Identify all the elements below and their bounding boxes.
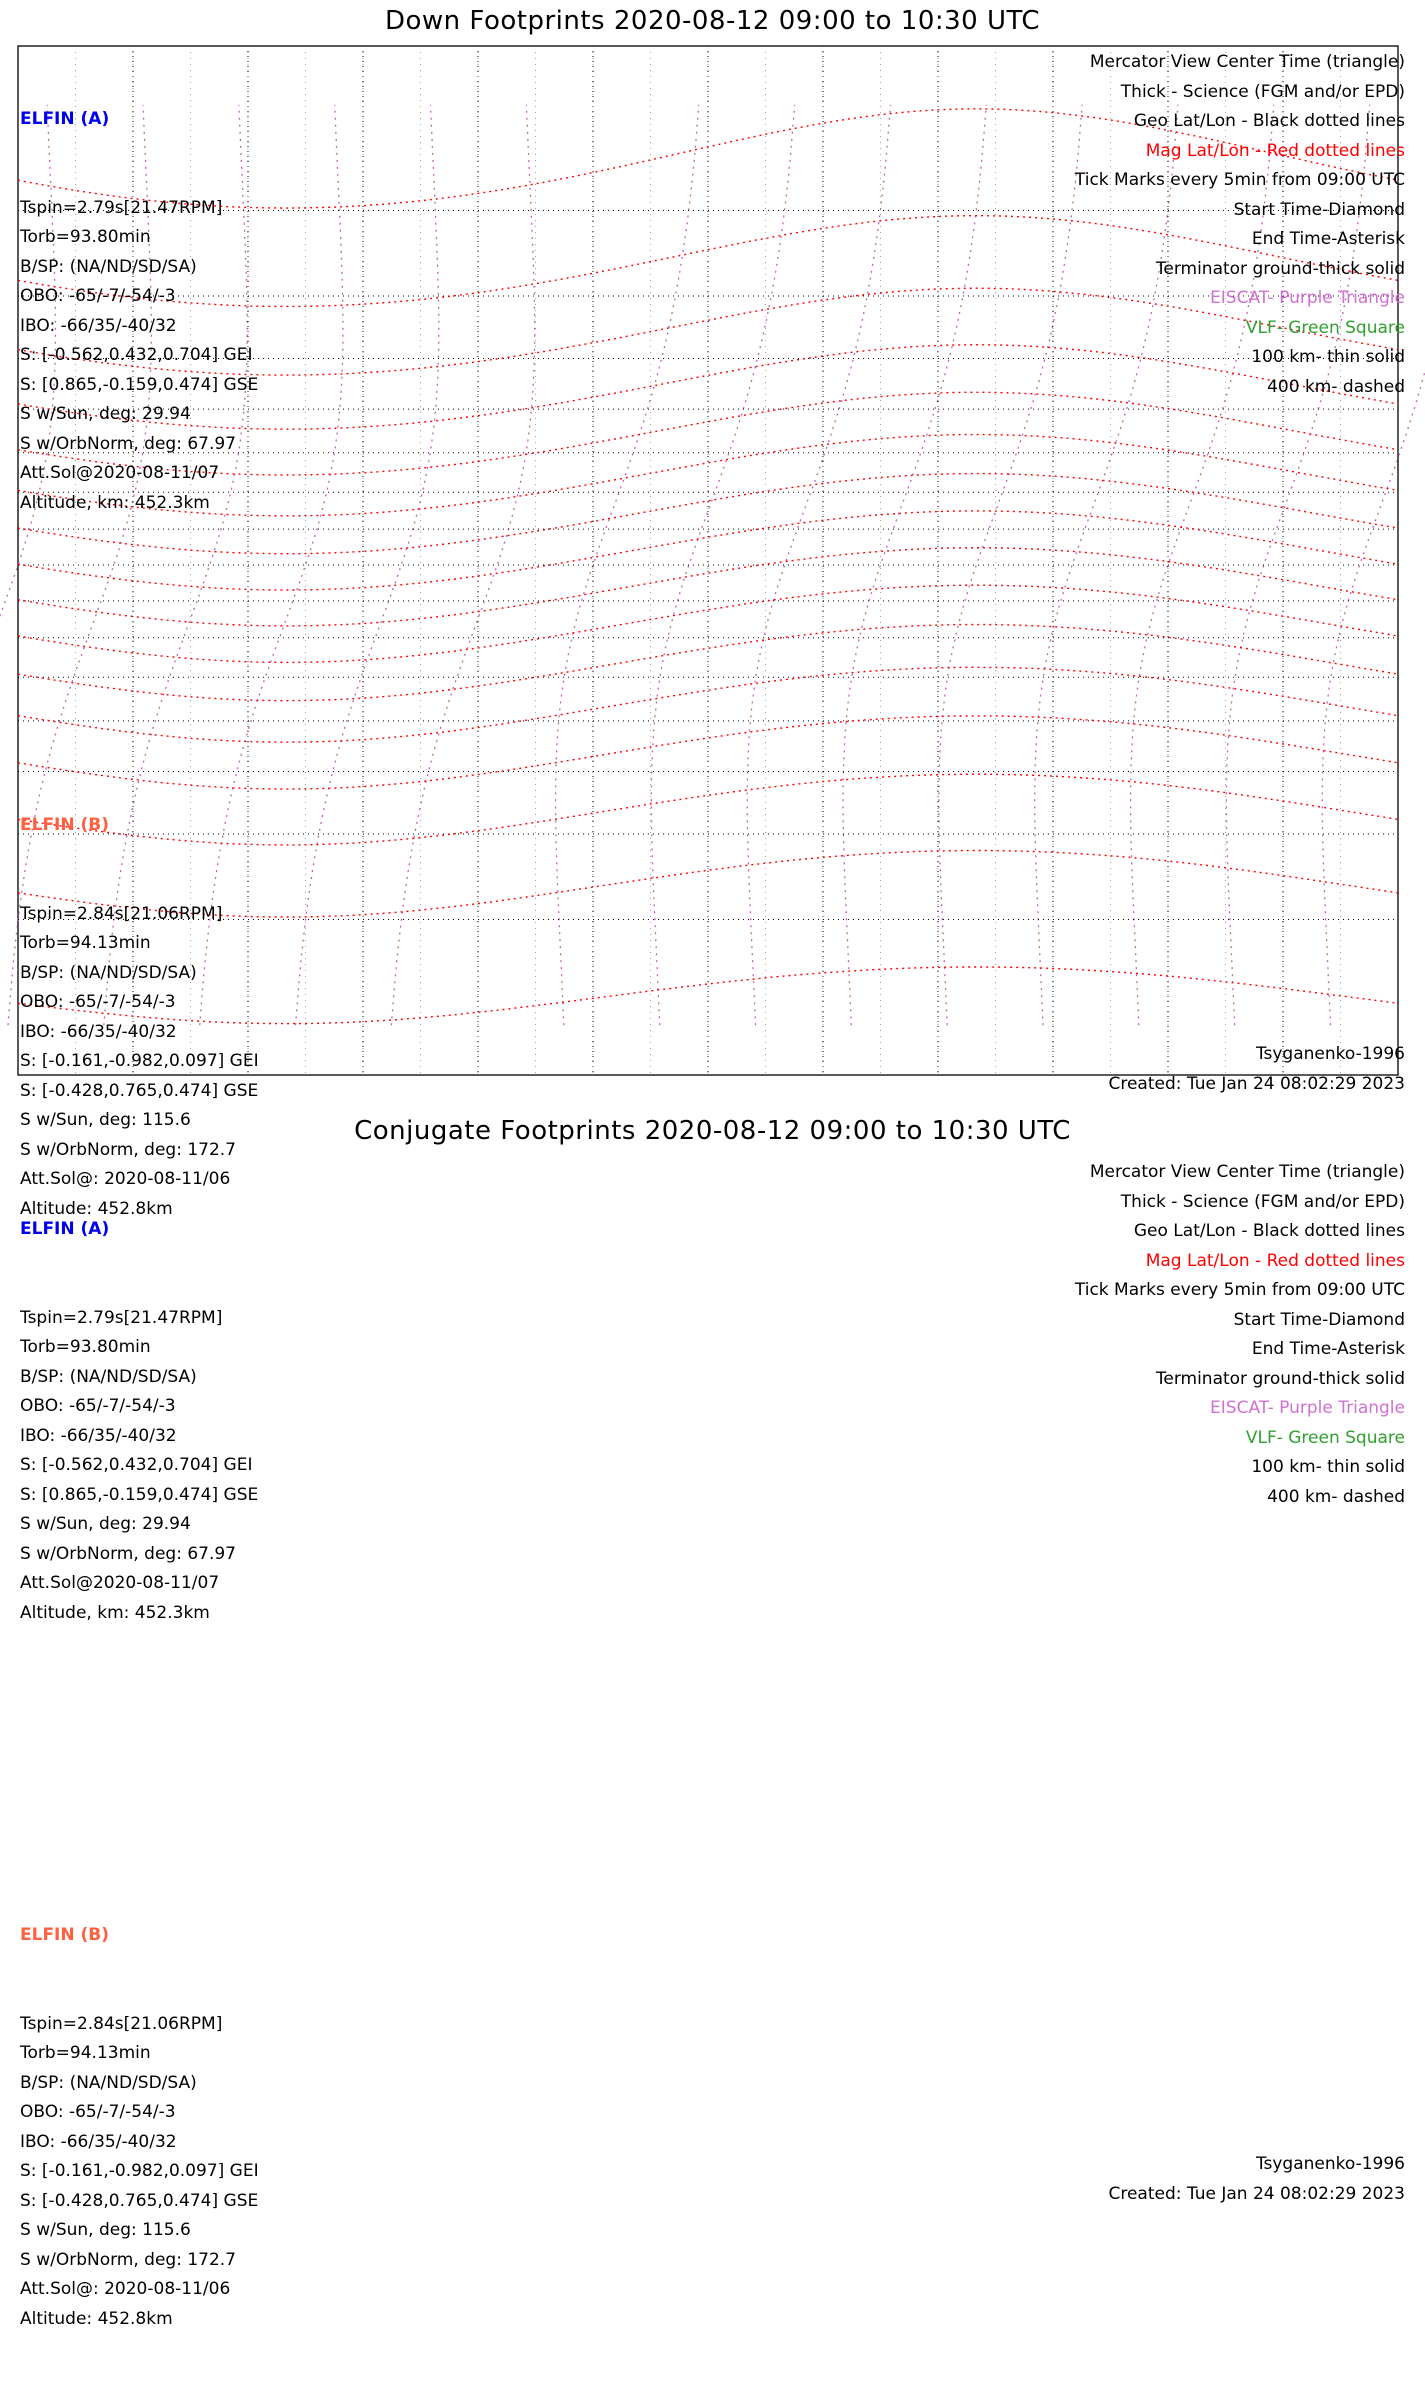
elfin-a-param-line: IBO: -66/35/-40/32 (20, 1425, 177, 1446)
mag-longitude-line (296, 105, 439, 1025)
legend-entry: 100 km- thin solid (1251, 347, 1405, 367)
legend-entry: 400 km- dashed (1267, 1486, 1405, 1507)
elfin-a-param-line: Tspin=2.79s[21.47RPM] (20, 197, 223, 218)
elfin-b-label: ELFIN (B) (20, 1925, 110, 1945)
legend-entry: Mercator View Center Time (triangle) (1089, 1162, 1405, 1182)
legend-entry: VLF- Green Square (1245, 1427, 1405, 1448)
elfin-a-param-line: S w/Sun, deg: 29.94 (20, 1514, 191, 1534)
elfin-b-param-line: IBO: -66/35/-40/32 (20, 1021, 177, 1042)
elfin-a-param-line: S w/OrbNorm, deg: 67.97 (20, 1543, 237, 1564)
legend-entry: Tick Marks every 5min from 09:00 UTC (1074, 1280, 1405, 1300)
model-name: Tsyganenko-1996 (1255, 1044, 1405, 1064)
elfin-a-param-line: S: [-0.562,0.432,0.704] GEI (20, 345, 253, 365)
legend-entry: Mercator View Center Time (triangle) (1089, 52, 1405, 72)
elfin-a-param-line: OBO: -65/-7/-54/-3 (20, 1396, 176, 1416)
elfin-a-param-line: S: [0.865,-0.159,0.474] GSE (20, 1484, 259, 1505)
created-timestamp: Created: Tue Jan 24 08:02:29 2023 (1108, 1074, 1405, 1094)
elfin-b-param-line: Altitude: 452.8km (20, 1198, 173, 1219)
legend-entry: Thick - Science (FGM and/or EPD) (1120, 1191, 1405, 1212)
panel-title: Conjugate Footprints 2020-08-12 09:00 to 10:30 UTC (354, 1116, 1071, 1146)
elfin-a-label: ELFIN (A) (20, 1219, 110, 1239)
legend-entry: Mag Lat/Lon - Red dotted lines (1145, 1250, 1405, 1271)
legend-entry: Geo Lat/Lon - Black dotted lines (1133, 1221, 1405, 1241)
legend-entry: Tick Marks every 5min from 09:00 UTC (1074, 170, 1405, 190)
legend-entry: Terminator ground-thick solid (1155, 258, 1405, 279)
elfin-b-param-line: Torb=94.13min (20, 933, 151, 953)
mag-longitude-line (556, 105, 699, 1025)
elfin-b-param-line: S w/Sun, deg: 115.6 (20, 2220, 191, 2240)
elfin-b-param-line: S: [-0.428,0.765,0.474] GSE (20, 2190, 259, 2211)
elfin-b-param-line: S: [-0.161,-0.982,0.097] GEI (20, 2161, 259, 2181)
elfin-a-param-line: S w/Sun, deg: 29.94 (20, 404, 191, 424)
elfin-b-param-line: S w/OrbNorm, deg: 172.7 (20, 2249, 237, 2270)
mag-latitude-line (18, 625, 1398, 701)
legend-entry: EISCAT- Purple Triangle (1210, 1398, 1405, 1418)
elfin-b-param-line: IBO: -66/35/-40/32 (20, 2131, 177, 2152)
elfin-a-param-line: S w/OrbNorm, deg: 67.97 (20, 433, 237, 454)
legend-entry: Start Time-Diamond (1233, 1309, 1405, 1330)
elfin-b-param-line: Tspin=2.84s[21.06RPM] (20, 903, 223, 924)
elfin-a-param-line: S: [0.865,-0.159,0.474] GSE (20, 374, 259, 395)
elfin-b-label: ELFIN (B) (20, 815, 110, 835)
legend-entry: EISCAT- Purple Triangle (1210, 288, 1405, 308)
elfin-b-param-line: B/SP: (NA/ND/SD/SA) (20, 962, 197, 983)
elfin-b-info (20, 1862, 259, 2393)
legend-entry: Terminator ground-thick solid (1155, 1368, 1405, 1389)
elfin-b-param-line: Torb=94.13min (20, 2043, 151, 2063)
elfin-a-param-line: B/SP: (NA/ND/SD/SA) (20, 1366, 197, 1387)
elfin-b-params (20, 2010, 259, 2335)
legend-entry: Mag Lat/Lon - Red dotted lines (1145, 140, 1405, 161)
elfin-b-param-line: OBO: -65/-7/-54/-3 (20, 2102, 176, 2122)
elfin-a-param-line: Torb=93.80min (20, 227, 151, 247)
mag-longitude-line (843, 105, 986, 1025)
legend (1075, 48, 1405, 402)
legend-entry: 400 km- dashed (1267, 376, 1405, 397)
elfin-a-params (20, 194, 258, 519)
elfin-b-param-line: Att.Sol@: 2020-08-11/06 (20, 1169, 231, 1189)
elfin-b-param-line: S: [-0.161,-0.982,0.097] GEI (20, 1051, 259, 1071)
legend (1075, 1158, 1405, 1512)
elfin-a-info (20, 1156, 258, 1687)
elfin-a-param-line: OBO: -65/-7/-54/-3 (20, 286, 176, 306)
panel-title: Down Footprints 2020-08-12 09:00 to 10:30 UTC (384, 6, 1041, 36)
legend-entry: Start Time-Diamond (1233, 199, 1405, 220)
legend-entry: 100 km- thin solid (1251, 1457, 1405, 1477)
elfin-a-param-line: Altitude, km: 452.3km (20, 1602, 210, 1623)
created-timestamp: Created: Tue Jan 24 08:02:29 2023 (1108, 2184, 1405, 2204)
legend-entry: VLF- Green Square (1245, 317, 1405, 338)
elfin-a-param-line: Tspin=2.79s[21.47RPM] (20, 1307, 223, 1328)
elfin-a-param-line: Att.Sol@2020-08-11/07 (20, 1573, 220, 1593)
elfin-b-param-line: Altitude: 452.8km (20, 2308, 173, 2329)
elfin-a-param-line: IBO: -66/35/-40/32 (20, 315, 177, 336)
elfin-b-param-line: S w/Sun, deg: 115.6 (20, 1110, 191, 1130)
elfin-a-info (20, 46, 258, 577)
conjugate-footprints-panel (0, 1110, 1425, 2329)
elfin-a-label: ELFIN (A) (20, 109, 110, 129)
legend-entry: End Time-Asterisk (1251, 1339, 1405, 1359)
elfin-b-param-line: OBO: -65/-7/-54/-3 (20, 992, 176, 1012)
elfin-b-param-line: Tspin=2.84s[21.06RPM] (20, 2013, 223, 2034)
model-name: Tsyganenko-1996 (1255, 2154, 1405, 2174)
elfin-b-param-line: S: [-0.428,0.765,0.474] GSE (20, 1080, 259, 1101)
elfin-b-param-line: Att.Sol@: 2020-08-11/06 (20, 2279, 231, 2299)
elfin-a-param-line: Altitude, km: 452.3km (20, 492, 210, 513)
elfin-a-param-line: B/SP: (NA/ND/SD/SA) (20, 256, 197, 277)
elfin-a-param-line: Torb=93.80min (20, 1337, 151, 1357)
mag-longitude-line (939, 105, 1082, 1025)
elfin-a-params (20, 1304, 258, 1629)
legend-entry: Geo Lat/Lon - Black dotted lines (1133, 111, 1405, 131)
legend-entry: Thick - Science (FGM and/or EPD) (1120, 81, 1405, 102)
legend-entry: End Time-Asterisk (1251, 229, 1405, 249)
elfin-b-param-line: S w/OrbNorm, deg: 172.7 (20, 1139, 237, 1160)
elfin-b-param-line: B/SP: (NA/ND/SD/SA) (20, 2072, 197, 2093)
elfin-a-param-line: S: [-0.562,0.432,0.704] GEI (20, 1455, 253, 1475)
elfin-a-param-line: Att.Sol@2020-08-11/07 (20, 463, 220, 483)
